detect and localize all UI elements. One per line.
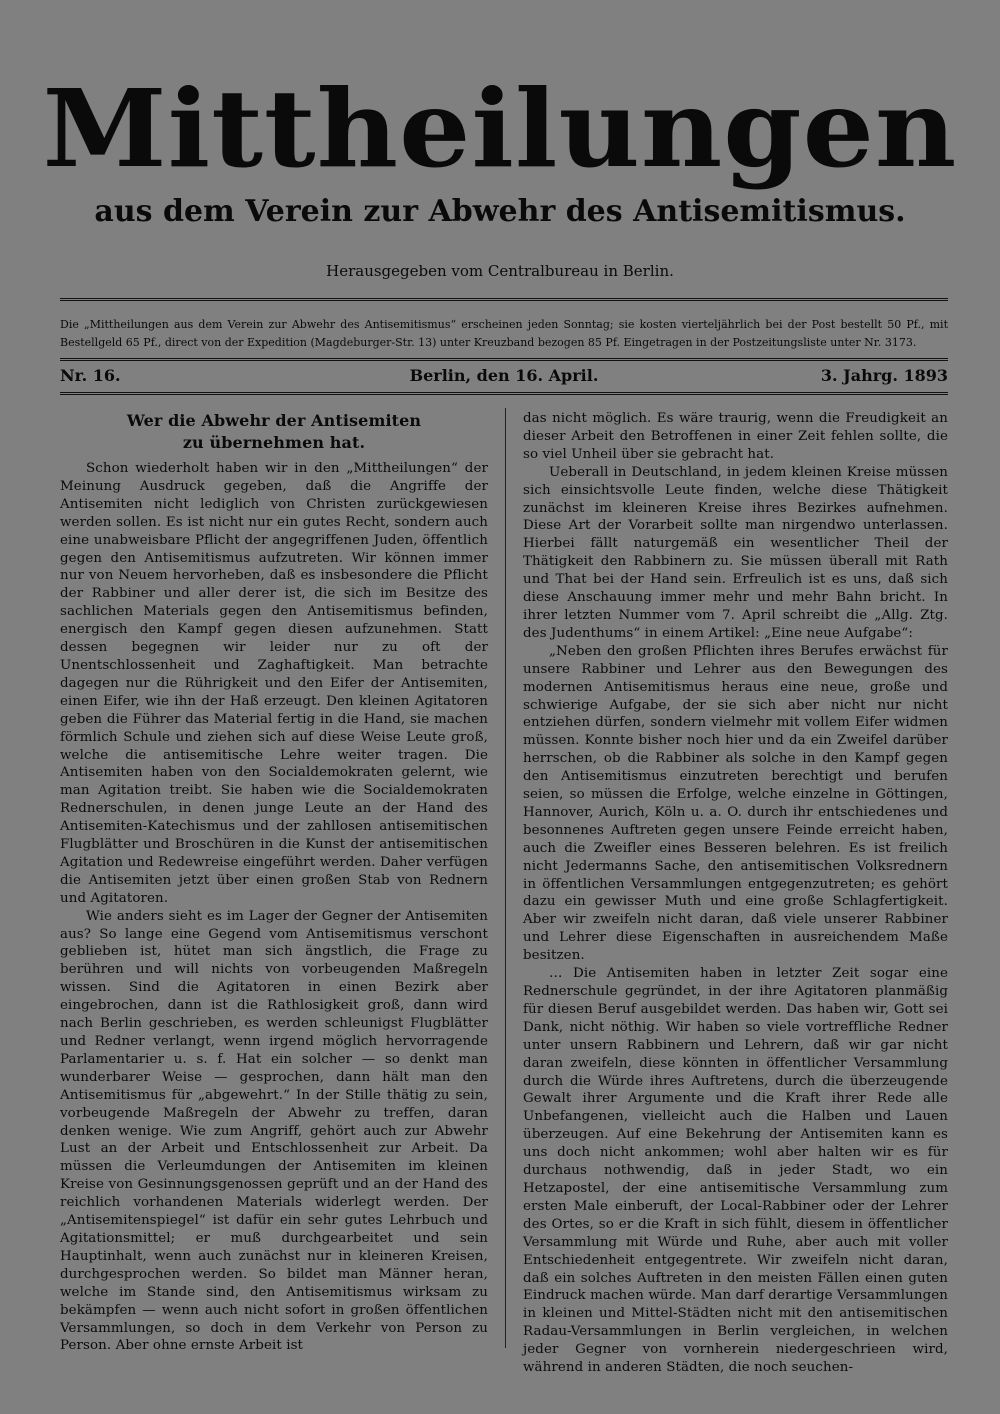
article-paragraph: Ueberall in Deutschland, in jedem kleinen Kreise müssen sich einsichtsvolle Leute finden, welche diese Thätigkeit zunächst im kleineren Kreise ihres Bezirkes aufnehmen. Diese Art der Vorarbeit sollte man nirgendwo unterlassen. Hierbei fällt naturgemäß ein wesentlicher Theil der Thätigkeit den Rabbinern zu. Sie müssen überall mit Rath und That bei der Hand sein. Erfreulich ist es uns, daß sich diese Anschauung immer mehr und mehr Bahn bricht. In ihrer letzten Nummer vom 7. April schreibt die „Allg. Ztg. des Judenthums“ in einem Artikel: „Eine neue Aufgabe“: xyxy=(523,464,948,641)
article-quote-paragraph: „Neben den großen Pflichten ihres Berufes erwächst für unsere Rabbiner und Lehrer aus den Bewegungen des modernen Antisemitismus heraus eine neue, große und schwierige Aufgabe, der sie sich aber nicht nur nicht entziehen dürfen, sondern vielmehr mit vollem Eifer widmen müssen. Konnte bisher noch hier und da ein Zweifel darüber herrschen, ob die Rabbiner als solche in den Kampf gegen den Antisemitismus einzutreten berechtigt und berufen seien, so müssen die Erfolge, welche einzelne in Göttingen, Hannover, Aurich, Köln u. a. O. durch ihr entschiedenes und besonnenes Auftreten gegen unsere Feinde erreicht haben, auch die Zweifler eines Besseren belehren. Es ist freilich nicht Jedermanns Sache, den antisemitischen Volksrednern in öffentlichen Versammlungen entgegenzutreten; es gehört dazu ein gewisser Muth und eine große Schlagfertigkeit. Aber wir zweifeln nicht daran, daß viele unserer Rabbiner und Lehrer diese Eigenschaften in ausreichendem Maße besitzen. xyxy=(523,643,948,964)
subscription-note: Die „Mittheilungen aus dem Verein zur Abwehr des Antisemitismus“ erscheinen jeden Sonntag; sie kosten vierteljährlich bei der Post bestellt 50 Pf., mit Bestellgeld 65 Pf., direct von der Expedition (Magdeburger-Str. 13) unter Kreuzband bezogen 85 Pf. Eingetragen in der Postzeitungsliste unter Nr. 3173. xyxy=(60,318,948,349)
left-column xyxy=(60,410,488,1355)
right-column xyxy=(523,410,948,1377)
issue-number: Nr. 16. xyxy=(60,366,121,385)
masthead-title: Mittheilungen xyxy=(42,67,958,192)
article-paragraph: Schon wiederholt haben wir in den „Mittheilungen“ der Meinung Ausdruck gegeben, daß die Angriffe der Antisemiten nicht lediglich von Christen zurückgewiesen werden sollen. Es ist nicht nur ein gutes Recht, sondern auch eine unabweisbare Pflicht der angegriffenen Juden, öffentlich gegen den Antisemitismus aufzutreten. Wir können immer nur von Neuem hervorheben, daß es insbesondere die Pflicht der Rabbiner und aller derer ist, die sich im Besitze des sachlichen Materials gegen den Antisemitismus befinden, energisch den Kampf gegen diesen aufzunehmen. Statt dessen begegnen wir leider nur zu oft der Unentschlossenheit und Zaghaftigkeit. Man betrachte dagegen nur die Rührigkeit und den Eifer der Antisemiten, einen Eifer, wie ihn der Haß erzeugt. Den kleinen Agitatoren geben die Führer das Material fertig in die Hand, sie machen förmlich Schule und ziehen sich auf diese Weise Leute groß, welche die antisemitische Lehre weiter tragen. Die Antisemiten haben von den Socialdemokraten gelernt, wie man Agitation treibt. Sie haben wie die Socialdemokraten Rednerschulen, in denen junge Leute an der Hand des Antisemiten-Katechismus und der zahllosen antisemitischen Flugblätter und Broschüren in die Kunst der antisemitischen Agitation und Redewreise eingeführt werden. Daher verfügen die Antisemiten jetzt über einen großen Stab von Rednern und Agitatoren. xyxy=(60,461,488,906)
issue-year: 3. Jahrg. 1893 xyxy=(820,366,948,385)
issue-top-rule xyxy=(60,358,948,361)
publisher-line: Herausgegeben vom Centralbureau in Berlin. xyxy=(326,262,674,280)
issue-info xyxy=(60,364,948,388)
article-title-line2: zu übernehmen hat. xyxy=(182,433,366,452)
article-quote-paragraph: … Die Antisemiten haben in letzter Zeit sogar eine Rednerschule gegründet, in der ihre Agitatoren planmäßig für diesen Beruf ausgebildet werden. Das haben wir, Gott sei Dank, nicht nöthig. Wir haben so viele vortreffliche Redner unter unsern Rabbinern und Lehrern, daß wir gar nicht daran zweifeln, diese könnten in öffentlicher Versammlung durch die Würde ihres Auftretens, durch die überzeugende Gewalt ihrer Argumente und die Kraft ihrer Rede alle Unbefangenen, vielleicht auch die Halben und Lauen überzeugen. Auf eine Bekehrung der Antisemiten kann es uns doch nicht ankommen; wohl aber halten wir es für durchaus nothwendig, daß in jeder Stadt, wo ein Hetzapostel, der eine antisemitische Versammlung zum ersten Male einberuft, der Local-Rabbiner oder der Lehrer des Ortes, so er die Kraft in sich fühlt, diesem in öffentlicher Versammlung mit Würde und Ruhe, aber auch mit voller Entschiedenheit entgegentrete. Wir zweifeln nicht daran, daß ein solches Auftreten in den meisten Fällen einen guten Eindruck machen würde. Man darf derartige Versammlungen in kleinen und Mittel-Städten nicht mit den antisemitischen Radau-Versammlungen in Berlin vergleichen, in welchen jeder Gegner von vornherein niedergeschrieen wird, während in anderen Städten, die noch seuchen- xyxy=(523,966,948,1376)
issue-date: Berlin, den 16. April. xyxy=(409,366,599,385)
article-paragraph: Wie anders sieht es im Lager der Gegner der Antisemiten aus? So lange eine Gegend vom Antisemitismus verschont geblieben ist, hütet man sich ängstlich, die Frage zu berühren und will nichts von vorbeugenden Maßregeln wissen. Sind die Agitatoren in einen Bezirk aber eingebrochen, dann ist die Rathlosigkeit groß, dann wird nach Berlin geschrieben, es werden schleunigst Flugblätter und Redner verlangt, wenn irgend möglich hervorragende Parlamentarier u. s. f. Hat ein solcher — so denkt man wunderbarer Weise — gesprochen, dann hält man den Antisemitismus für „abgewehrt.“ In der Stille thätig zu sein, vorbeugende Maßregeln der Abwehr zu treffen, daran denken wenige. Wie zum Angriff, gehört auch zur Abwehr Lust an der Arbeit und Entschlossenheit zur Arbeit. Da müssen die Verleumdungen der Antisemiten im kleinen Kreise von Gesinnungsgenossen geprüft und an der Hand des reichlich vorhandenen Materials widerlegt werden. Der „Antisemitenspiegel“ ist dafür ein sehr gutes Lehrbuch und Agitationsmittel; er muß durchgearbeitet und sein Hauptinhalt, wenn auch zunächst nur in kleineren Kreisen, durchgesprochen werden. So bildet man Männer heran, welche im Stande sind, den Antisemitismus wirksam zu bekämpfen — wenn auch nicht sofort in großen öffentlichen Versammlungen, so doch in dem Verkehr von Person zu Person. Aber ohne ernste Arbeit ist xyxy=(60,908,488,1354)
masthead-subtitle: aus dem Verein zur Abwehr des Antisemitismus. xyxy=(94,194,906,229)
article-title-line1: Wer die Abwehr der Antisemiten xyxy=(126,411,422,430)
article-paragraph: das nicht möglich. Es wäre traurig, wenn die Freudigkeit an dieser Arbeit den Betroffenen in einer Zeit fehlen sollte, die so viel Unheil über sie gebracht hat. xyxy=(523,411,948,462)
top-rule xyxy=(60,298,948,301)
column-divider xyxy=(505,408,506,1348)
article-title xyxy=(60,410,488,454)
issue-bottom-rule xyxy=(60,392,948,395)
